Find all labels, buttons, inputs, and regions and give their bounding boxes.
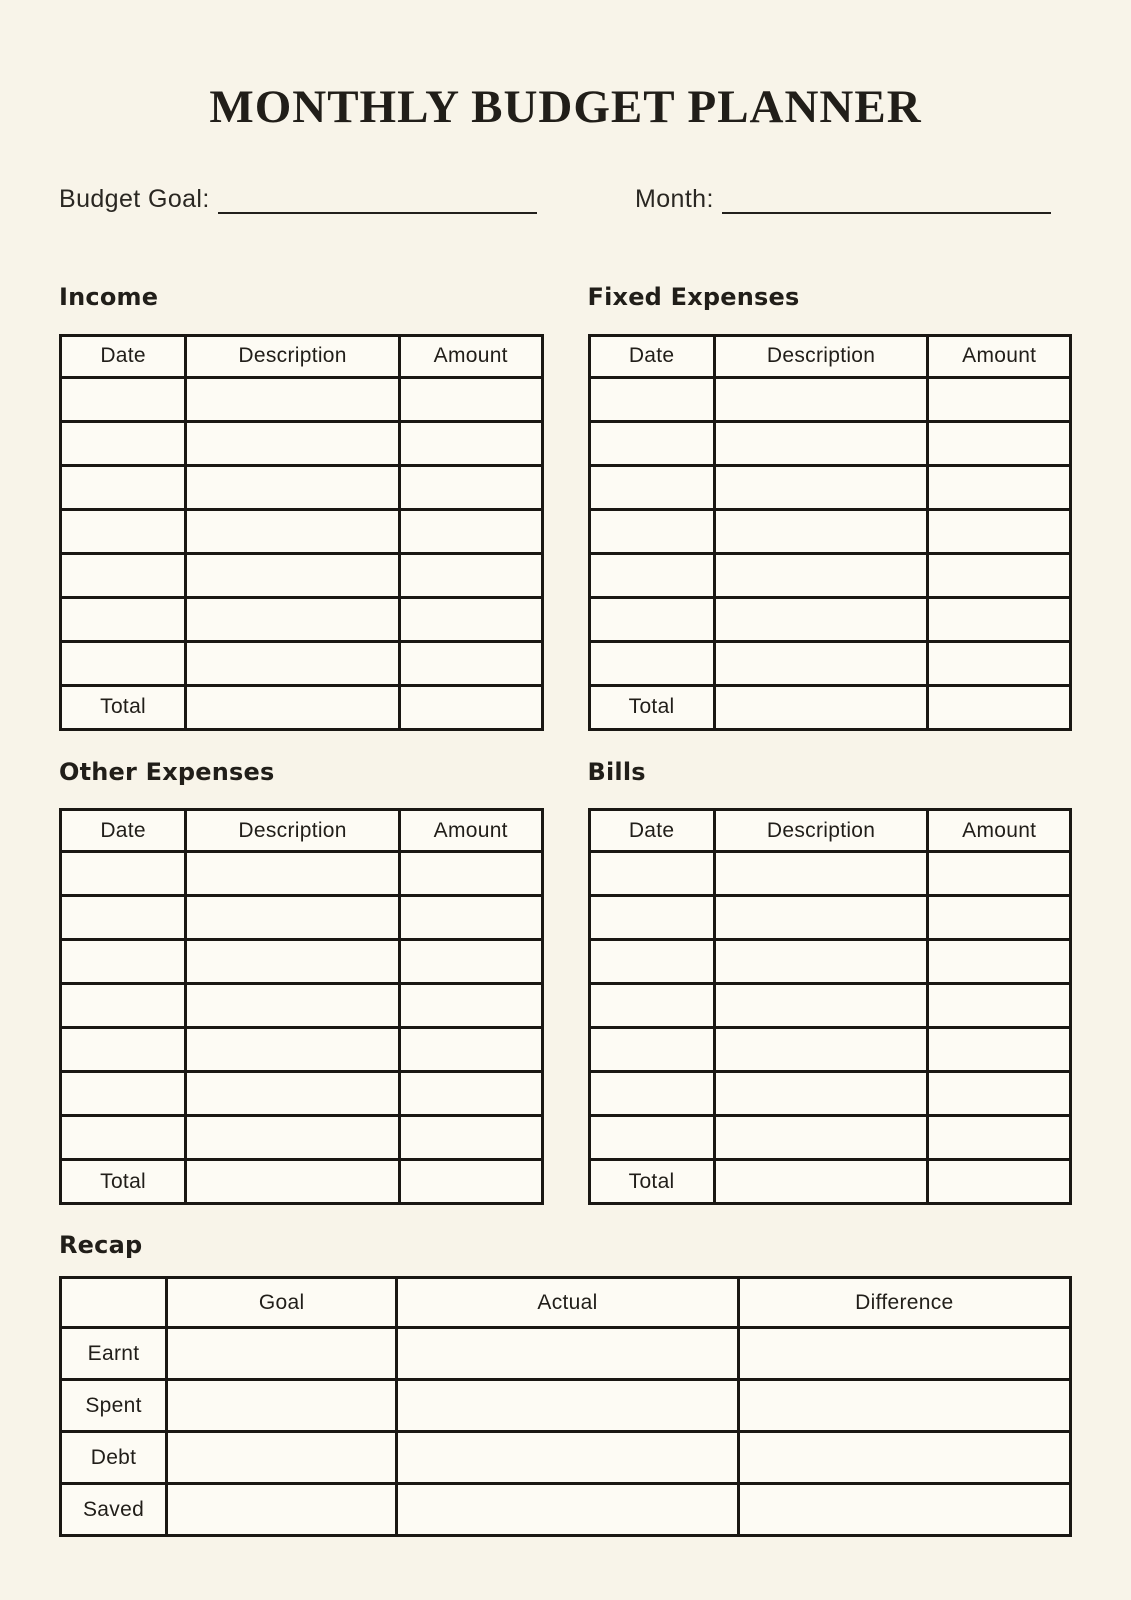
- entry-row: [61, 465, 543, 509]
- empty-cell: [589, 377, 714, 421]
- empty-cell: [399, 553, 542, 597]
- empty-cell: [61, 852, 186, 896]
- empty-cell: [589, 896, 714, 940]
- empty-cell: [589, 465, 714, 509]
- empty-cell: [399, 597, 542, 641]
- entry-row: [61, 940, 543, 984]
- empty-cell: [928, 685, 1071, 729]
- empty-cell: [399, 1160, 542, 1204]
- empty-cell: [714, 896, 928, 940]
- empty-cell: [589, 421, 714, 465]
- column-header: Date: [61, 810, 186, 852]
- empty-cell: [61, 597, 186, 641]
- empty-cell: [399, 852, 542, 896]
- entry-row: [589, 641, 1071, 685]
- entry-row: [589, 1116, 1071, 1160]
- empty-cell: [589, 641, 714, 685]
- empty-cell: [714, 1160, 928, 1204]
- empty-cell: [61, 421, 186, 465]
- empty-cell: [186, 597, 400, 641]
- total-label: Total: [61, 1160, 186, 1204]
- empty-cell: [397, 1432, 738, 1484]
- empty-cell: [167, 1328, 397, 1380]
- entry-table: [59, 808, 544, 1205]
- tables-grid: [59, 284, 1072, 1205]
- fields-row: [59, 184, 1072, 215]
- entry-row: [589, 377, 1071, 421]
- empty-cell: [186, 377, 400, 421]
- row-label: Spent: [61, 1380, 167, 1432]
- empty-cell: [928, 597, 1071, 641]
- empty-cell: [928, 641, 1071, 685]
- empty-cell: [928, 553, 1071, 597]
- empty-cell: [397, 1484, 738, 1536]
- empty-cell: [714, 940, 928, 984]
- empty-cell: [399, 509, 542, 553]
- empty-cell: [186, 685, 400, 729]
- empty-cell: [714, 1028, 928, 1072]
- empty-cell: [167, 1380, 397, 1432]
- recap-row: [61, 1380, 1071, 1432]
- entry-row: [61, 852, 543, 896]
- entry-row: [61, 421, 543, 465]
- empty-cell: [61, 553, 186, 597]
- section-other-expenses: [59, 759, 544, 1205]
- empty-cell: [589, 597, 714, 641]
- total-label: Total: [61, 685, 186, 729]
- header-row: [589, 810, 1071, 852]
- empty-cell: [928, 1072, 1071, 1116]
- column-header: Goal: [167, 1278, 397, 1328]
- bills-heading: Bills: [587, 757, 646, 786]
- empty-cell: [714, 377, 928, 421]
- empty-cell: [61, 377, 186, 421]
- entry-row: [61, 509, 543, 553]
- entry-row: [61, 984, 543, 1028]
- empty-cell: [186, 1160, 400, 1204]
- empty-cell: [738, 1380, 1070, 1432]
- empty-cell: [186, 896, 400, 940]
- column-header: Description: [714, 810, 928, 852]
- empty-cell: [714, 421, 928, 465]
- empty-cell: [928, 509, 1071, 553]
- empty-cell: [714, 553, 928, 597]
- budget-goal-label: Budget Goal:: [59, 185, 210, 213]
- empty-cell: [399, 1116, 542, 1160]
- empty-cell: [61, 641, 186, 685]
- empty-cell: [61, 1116, 186, 1160]
- total-row: [61, 1160, 543, 1204]
- entry-row: [61, 597, 543, 641]
- entry-row: [61, 1072, 543, 1116]
- total-label: Total: [589, 685, 714, 729]
- corner-cell: [61, 1278, 167, 1328]
- page-title: MONTHLY BUDGET PLANNER: [209, 81, 922, 133]
- empty-cell: [399, 685, 542, 729]
- column-header: Amount: [399, 810, 542, 852]
- month-label: Month:: [635, 185, 714, 213]
- empty-cell: [928, 984, 1071, 1028]
- empty-cell: [928, 1116, 1071, 1160]
- empty-cell: [186, 940, 400, 984]
- row-label: Earnt: [61, 1328, 167, 1380]
- empty-cell: [167, 1484, 397, 1536]
- entry-table: [59, 334, 544, 731]
- entry-row: [589, 553, 1071, 597]
- empty-cell: [61, 1028, 186, 1072]
- empty-cell: [186, 465, 400, 509]
- section-income: [59, 284, 544, 730]
- empty-cell: [714, 1116, 928, 1160]
- empty-cell: [589, 509, 714, 553]
- empty-cell: [589, 984, 714, 1028]
- entry-row: [589, 984, 1071, 1028]
- empty-cell: [589, 553, 714, 597]
- empty-cell: [589, 1072, 714, 1116]
- empty-cell: [167, 1432, 397, 1484]
- empty-cell: [928, 1028, 1071, 1072]
- total-row: [589, 685, 1071, 729]
- empty-cell: [399, 896, 542, 940]
- total-label: Total: [589, 1160, 714, 1204]
- empty-cell: [714, 852, 928, 896]
- empty-cell: [61, 984, 186, 1028]
- empty-cell: [399, 1028, 542, 1072]
- recap-table: [59, 1276, 1072, 1537]
- empty-cell: [714, 509, 928, 553]
- recap-row: [61, 1328, 1071, 1380]
- empty-cell: [186, 1072, 400, 1116]
- header-row: [589, 335, 1071, 377]
- recap-heading: Recap: [59, 1231, 143, 1260]
- empty-cell: [738, 1328, 1070, 1380]
- total-row: [61, 685, 543, 729]
- column-header: Description: [714, 335, 928, 377]
- empty-cell: [397, 1380, 738, 1432]
- month-blank-line: [722, 212, 1051, 214]
- row-label: Saved: [61, 1484, 167, 1536]
- budget-goal-blank-line: [218, 212, 537, 214]
- empty-cell: [714, 984, 928, 1028]
- empty-cell: [589, 1028, 714, 1072]
- empty-cell: [186, 421, 400, 465]
- entry-row: [589, 1028, 1071, 1072]
- empty-cell: [714, 465, 928, 509]
- fixed-expenses-table: [588, 334, 1073, 731]
- entry-row: [61, 896, 543, 940]
- entry-table: [588, 334, 1073, 731]
- empty-cell: [714, 641, 928, 685]
- empty-cell: [399, 1072, 542, 1116]
- recap-row: [61, 1484, 1071, 1536]
- entry-row: [589, 421, 1071, 465]
- empty-cell: [61, 509, 186, 553]
- income-table: [59, 334, 544, 731]
- empty-cell: [714, 685, 928, 729]
- entry-row: [589, 940, 1071, 984]
- empty-cell: [186, 852, 400, 896]
- recap-table: [59, 1276, 1072, 1537]
- entry-row: [61, 1116, 543, 1160]
- entry-row: [589, 597, 1071, 641]
- column-header: Date: [589, 810, 714, 852]
- entry-row: [589, 1072, 1071, 1116]
- entry-row: [589, 465, 1071, 509]
- empty-cell: [399, 641, 542, 685]
- empty-cell: [928, 852, 1071, 896]
- empty-cell: [714, 597, 928, 641]
- column-header: Amount: [928, 335, 1071, 377]
- empty-cell: [186, 1028, 400, 1072]
- empty-cell: [186, 984, 400, 1028]
- empty-cell: [399, 940, 542, 984]
- column-header: Difference: [738, 1278, 1070, 1328]
- empty-cell: [399, 465, 542, 509]
- empty-cell: [61, 896, 186, 940]
- entry-table: [588, 808, 1073, 1205]
- empty-cell: [399, 984, 542, 1028]
- column-header: Description: [186, 335, 400, 377]
- entry-row: [61, 1028, 543, 1072]
- empty-cell: [928, 940, 1071, 984]
- row-label: Debt: [61, 1432, 167, 1484]
- empty-cell: [589, 940, 714, 984]
- fixed-expenses-heading: Fixed Expenses: [587, 283, 800, 312]
- empty-cell: [589, 1116, 714, 1160]
- empty-cell: [186, 553, 400, 597]
- column-header: Amount: [399, 335, 542, 377]
- total-row: [589, 1160, 1071, 1204]
- empty-cell: [397, 1328, 738, 1380]
- empty-cell: [399, 377, 542, 421]
- empty-cell: [186, 509, 400, 553]
- header-row: [61, 810, 543, 852]
- column-header: Date: [61, 335, 186, 377]
- section-fixed-expenses: [588, 284, 1073, 730]
- empty-cell: [714, 1072, 928, 1116]
- header-row: [61, 335, 543, 377]
- empty-cell: [928, 896, 1071, 940]
- column-header: Amount: [928, 810, 1071, 852]
- section-bills: [588, 759, 1073, 1205]
- entry-row: [589, 896, 1071, 940]
- empty-cell: [928, 465, 1071, 509]
- column-header: Date: [589, 335, 714, 377]
- entry-row: [61, 641, 543, 685]
- other-expenses-table: [59, 808, 544, 1205]
- recap-row: [61, 1432, 1071, 1484]
- empty-cell: [928, 1160, 1071, 1204]
- section-recap: [59, 1232, 1072, 1537]
- entry-row: [589, 509, 1071, 553]
- entry-row: [61, 377, 543, 421]
- bills-table: [588, 808, 1073, 1205]
- empty-cell: [186, 1116, 400, 1160]
- empty-cell: [738, 1484, 1070, 1536]
- empty-cell: [589, 852, 714, 896]
- other-expenses-heading: Other Expenses: [59, 757, 275, 786]
- budget-goal-field: [59, 184, 537, 215]
- empty-cell: [928, 377, 1071, 421]
- column-header: Description: [186, 810, 400, 852]
- empty-cell: [928, 421, 1071, 465]
- entry-row: [589, 852, 1071, 896]
- month-field: [635, 184, 1051, 215]
- empty-cell: [61, 940, 186, 984]
- header-row: [61, 1278, 1071, 1328]
- empty-cell: [399, 421, 542, 465]
- entry-row: [61, 553, 543, 597]
- empty-cell: [61, 465, 186, 509]
- empty-cell: [61, 1072, 186, 1116]
- empty-cell: [186, 641, 400, 685]
- income-heading: Income: [59, 283, 159, 312]
- empty-cell: [738, 1432, 1070, 1484]
- column-header: Actual: [397, 1278, 738, 1328]
